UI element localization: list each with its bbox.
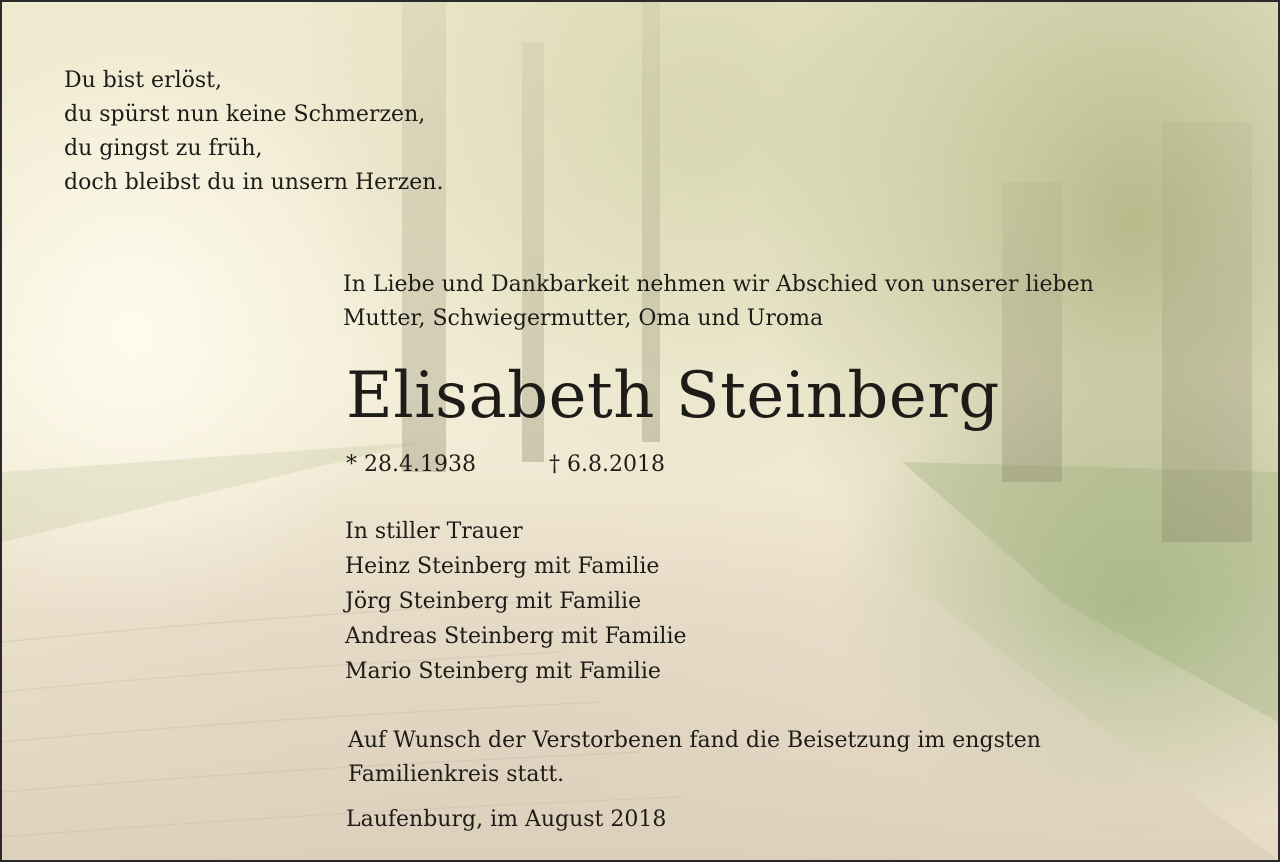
deceased-name: Elisabeth Steinberg [346, 359, 1000, 433]
mourner-item: Heinz Steinberg mit Familie [345, 554, 660, 579]
farewell-intro [343, 268, 1094, 336]
mourner-item: Jörg Steinberg mit Familie [345, 589, 642, 614]
poem-line: Du bist erlöst, [64, 68, 222, 93]
place-and-date: Laufenburg, im August 2018 [346, 807, 667, 832]
death-date: † 6.8.2018 [549, 452, 665, 477]
mourners-list [345, 514, 687, 689]
birth-date: * 28.4.1938 [346, 452, 476, 477]
intro-line: Mutter, Schwiegermutter, Oma und Uroma [343, 306, 824, 331]
mourner-item: Andreas Steinberg mit Familie [345, 624, 687, 649]
intro-line: In Liebe und Dankbarkeit nehmen wir Abschied von unserer lieben [343, 272, 1094, 297]
mourner-item: Mario Steinberg mit Familie [345, 659, 661, 684]
memorial-poem [64, 64, 443, 200]
mourners-heading: In stiller Trauer [345, 519, 523, 544]
burial-line: Auf Wunsch der Verstorbenen fand die Beisetzung im engsten [348, 728, 1041, 753]
poem-line: du gingst zu früh, [64, 136, 263, 161]
poem-line: doch bleibst du in unsern Herzen. [64, 170, 444, 195]
burial-line: Familienkreis statt. [348, 762, 565, 787]
burial-note [348, 724, 1041, 792]
poem-line: du spürst nun keine Schmerzen, [64, 102, 426, 127]
